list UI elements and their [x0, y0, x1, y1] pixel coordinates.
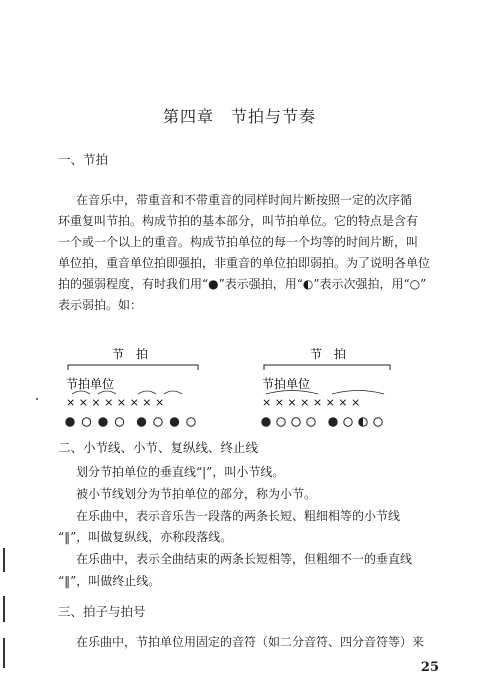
beat-symbol: [170, 418, 178, 426]
beats-right: [262, 418, 382, 426]
section-heading-2: 二、小节线、小节、复纵线、终止线: [58, 440, 259, 455]
paragraph-line: 在乐曲中，表示全曲结束的两条长短相等，但粗细不一的垂直线: [76, 552, 413, 566]
beat-label-right: 节 拍: [310, 348, 347, 361]
chapter-title: 第四章 节拍与节奏: [162, 107, 316, 126]
bracket-right: [264, 365, 390, 370]
paragraph-line: 一个或一个以上的重音。构成节拍单位的每一个均等的时间片断，叫: [58, 235, 419, 249]
section-heading-3: 三、拍子与拍号: [58, 604, 146, 619]
beat-symbol: [292, 418, 300, 426]
beat-symbol: [307, 418, 315, 426]
margin-mark: [3, 638, 5, 668]
paragraph-line: 在乐曲中，节拍单位用固定的音符（如二分音符、四分音符等）来: [76, 635, 425, 649]
paragraph-line: 拍的强弱程度，有时我们用“●”表示强拍，用“◐”表示次强拍，用“○”: [58, 277, 427, 291]
beat-symbol: [115, 418, 123, 426]
paragraph-line: 在音乐中，带重音和不带重音的同样时间片断按照一定的次序循: [76, 193, 413, 207]
margin-mark: [3, 548, 5, 572]
beat-symbol: [66, 418, 74, 426]
paragraph-line: “‖”，叫做复纵线，亦称段落线。: [58, 530, 233, 544]
paragraph-line: 划分节拍单位的垂直线“|”，叫小节线。: [76, 465, 285, 479]
beat-symbol: [137, 418, 145, 426]
margin-dot: [36, 398, 38, 400]
paragraph-line: 表示弱拍。如：: [58, 298, 143, 312]
bracket-left: [68, 365, 198, 370]
beat-symbol: [374, 418, 382, 426]
marks-left: × × × × × × × ×: [66, 396, 165, 409]
beat-symbol: [99, 418, 107, 426]
beat-symbol: [277, 418, 285, 426]
unit-label-left: 节拍单位: [66, 377, 115, 391]
paragraph-line: 单位拍，重音单位拍即强拍，非重音的单位拍即弱拍。为了说明各单位: [58, 256, 431, 270]
beat-label-left: 节 拍: [112, 348, 149, 361]
beat-symbol: [344, 418, 352, 426]
beat-diagram: [60, 348, 420, 430]
beat-symbol: [262, 418, 270, 426]
paragraph-line: “‖”，叫做终止线。: [58, 574, 161, 588]
beat-symbol: [82, 418, 90, 426]
paragraph-line: 在乐曲中，表示音乐告一段落的两条长短、粗细相等的小节线: [76, 509, 401, 523]
section-heading-1: 一、节拍: [58, 152, 109, 167]
beat-symbol: [329, 418, 337, 426]
beat-symbol: [187, 418, 195, 426]
beat-symbol: [154, 418, 162, 426]
margin-mark: [3, 596, 5, 622]
marks-right: × × × × × × × ×: [262, 396, 361, 409]
page-number: 25: [420, 660, 439, 675]
beats-left: [66, 418, 195, 426]
paragraph-line: 被小节线划分为节拍单位的部分，称为小节。: [76, 487, 317, 501]
paragraph-line: 环重复叫节拍。构成节拍的基本部分，叫节拍单位。它的特点是含有: [58, 214, 419, 228]
unit-label-right: 节拍单位: [262, 377, 311, 391]
